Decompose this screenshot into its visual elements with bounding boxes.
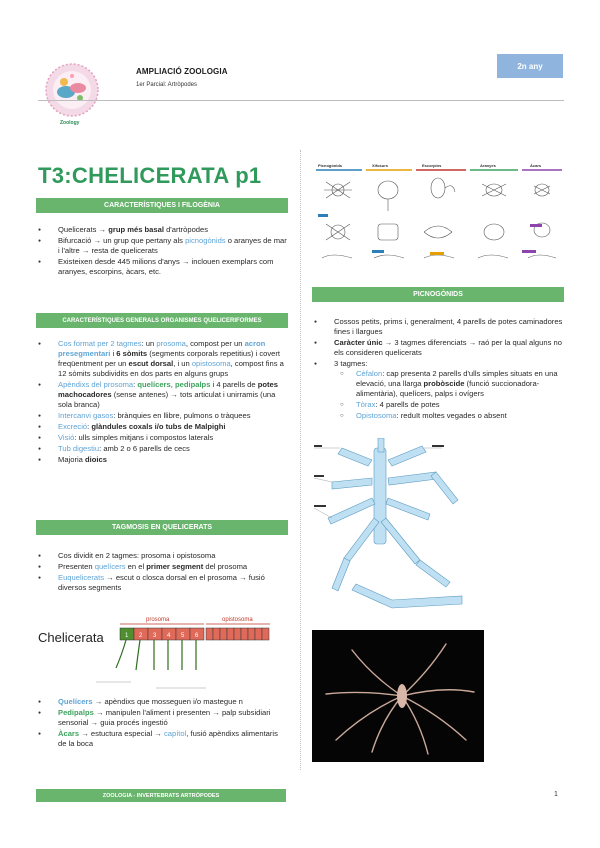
header-subtitle: 1er Parcial: Artròpodes (136, 82, 198, 88)
list-item: ● Excreció: glàndules coxals i/o tubs de Malpighi (36, 422, 290, 432)
tagmes-sublist (334, 369, 566, 421)
svg-text:Escorpins: Escorpins (422, 163, 442, 168)
list-item: ○ Tòrax: 4 parells de potes (334, 400, 566, 410)
section-heading-picnogonids: PICNOGÒNIDS (312, 287, 564, 302)
list-item: ● Pedipalps → manipulen l'aliment i presenten → palp subsidiari sensorial → guia procés ingestió (36, 708, 288, 728)
list-item: ● Cos dividit en 2 tagmes: prosoma i opistosoma (36, 551, 288, 561)
year-badge: 2n any (497, 54, 563, 78)
page-title: T3:CHELICERATA p1 (38, 163, 262, 188)
list-item: ● Àcars → estuctura especial → capítol, fusió apèndixs alimentaris de la boca (36, 729, 288, 749)
footer-label: ZOOLOGIA - INVERTEBRATS ARTRÒPODES (36, 789, 286, 802)
svg-text:2: 2 (139, 633, 143, 639)
chelicerata-segment-diagram (36, 612, 288, 696)
list-item: ● Quelicerats → grup més basal d'artròpodes (36, 225, 288, 235)
picnogonid-anatomy-diagram (312, 438, 472, 618)
svg-text:3: 3 (153, 633, 157, 639)
picnogonid-photo (312, 630, 484, 762)
header-divider (38, 100, 564, 101)
list-item: ○ Opistosoma: reduït moltes vegades o absent (334, 411, 566, 421)
list-item: ● Cossos petits, prims i, generalment, 4 parells de potes caminadores fines i llargues (312, 317, 566, 337)
general-list (36, 339, 290, 466)
svg-text:4: 4 (167, 633, 171, 639)
logo-label: Zoology (60, 120, 80, 126)
list-item: ● Caràcter únic → 3 tagmes diferenciats → raó per la qual alguns no els consideren quelicerats (312, 338, 566, 358)
list-item: ○ Cèfalon: cap presenta 2 parells d'ulls simples situats en una elevació, una llarga probòscide (funció succionadora-alimentària), quelícers, palps i ovígers (334, 369, 566, 399)
list-item: ● Presenten quelícers en el primer segment del prosoma (36, 562, 288, 572)
list-item: ● Tub digestiu: amb 2 o 6 parells de cecs (36, 444, 290, 454)
list-item: ● Quelícers → apèndixs que mosseguen i/o mastegue n (36, 697, 288, 707)
list-item: ● Intercanvi gasos: brànquies en llibre, pulmons o tràquees (36, 411, 290, 421)
picnogonids-list (312, 317, 566, 422)
opistosoma-label: opistosoma (222, 617, 253, 623)
svg-text:Àcars: Àcars (530, 163, 542, 168)
tagmosis-list-a (36, 551, 288, 594)
svg-text:6: 6 (195, 633, 199, 639)
tagmosis-list-b (36, 697, 288, 750)
prosoma-segments (120, 628, 204, 640)
list-item: ● Euquelicerats → escut o closca dorsal en el prosoma → fusió diversos segments (36, 573, 288, 593)
svg-text:Aranyes: Aranyes (480, 163, 496, 168)
svg-text:5: 5 (181, 633, 185, 639)
diagram-label: Chelicerata (38, 630, 104, 645)
zoology-logo-icon (42, 60, 102, 120)
list-item: ● 3 tagmes: ○ Cèfalon: cap presenta 2 parells d'ulls simples situats en una elevació, una llarga probòscide (funció succionadora-alimentària), quelícers, palps i ovígers ○ Tòrax: 4 parells de potes ○ Opistosoma: reduït moltes vegades o absent (312, 359, 566, 421)
list-item: ● Cos format per 2 tagmes: un prosoma, compost per un acron presegmentari i 6 sòmits (segments corporals repetitius) i covert freqüentment per un escut dorsal, i un opistosoma, compost fins a 12 sòmits subdividits en dos parts en alguns grups (36, 339, 290, 379)
chelicerata-groups-figure (312, 158, 564, 270)
section-heading-general: CARACTERÍSTIQUES GENERALS ORGANISMES QUELICERIFORMES (36, 313, 288, 328)
svg-text:Picnogònids: Picnogònids (318, 163, 342, 168)
svg-text:1: 1 (125, 633, 129, 639)
characteristics-list (36, 225, 288, 278)
list-item: ● Visió: ulls simples mitjans i compostos laterals (36, 433, 290, 443)
list-item: ● Existeixen desde 445 milions d'anys → inclouen exemplars com aranyes, escorpins, àcars, etc. (36, 257, 288, 277)
column-divider (300, 150, 301, 770)
svg-text:Xifosurs: Xifosurs (372, 163, 389, 168)
section-heading-tagmosis: TAGMOSIS EN QUELICERATS (36, 520, 288, 535)
section-heading-characteristics: CARACTERÍSTIQUES I FILOGÈNIA (36, 198, 288, 213)
opistosoma-segments (206, 628, 269, 640)
list-item: ● Bifurcació → un grup que pertany als picnogònids o aranyes de mar i l'altre → resta de quelicerats (36, 236, 288, 256)
page-number: 1 (554, 791, 558, 798)
prosoma-label: prosoma (146, 617, 170, 623)
list-item: ● Apèndixs del prosoma: quelícers, pedipalps i 4 parells de potes machocadores (sense antenes) → tots articulat i unirramis (una sola branca) (36, 380, 290, 410)
header-title: AMPLIACIÓ ZOOLOGIA (136, 67, 228, 76)
list-item: ● Majoria dioics (36, 455, 290, 465)
